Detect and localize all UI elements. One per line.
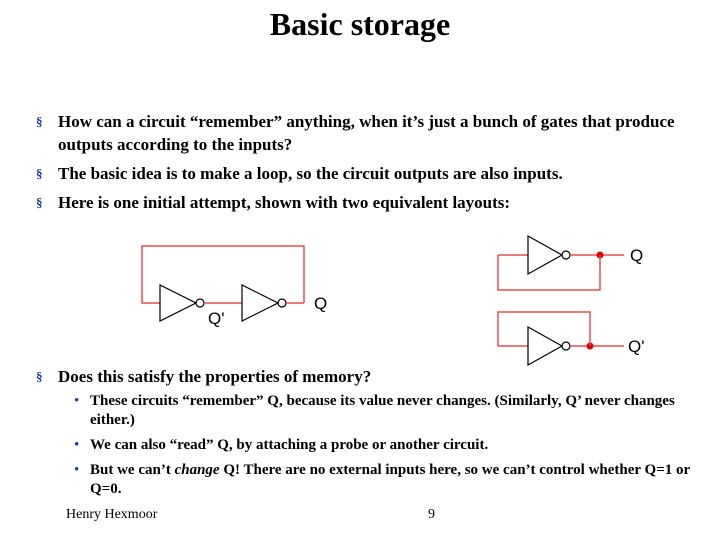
sub-bullet-list <box>74 392 699 505</box>
bullet-text: Does this satisfy the properties of memory? <box>58 367 372 386</box>
page-number: 9 <box>428 507 435 522</box>
label-qprime-right: Q' <box>628 337 645 356</box>
sub-bullet-text: These circuits “remember” Q, because its value never changes. (Similarly, Q’ never changes either.) <box>90 393 675 428</box>
label-qprime-left: Q' <box>208 309 225 328</box>
sub-bullet-text-pre: But we can’t <box>90 462 175 478</box>
sub-bullet-item <box>74 392 699 430</box>
inverter-2 <box>242 285 278 321</box>
inverter-1 <box>160 285 196 321</box>
sub-bullet-text-post: Q! There are no external inputs here, so we can’t control whether Q=1 or Q=0. <box>90 462 690 497</box>
bullet-item <box>36 365 696 388</box>
sub-bullet-text <box>90 462 690 497</box>
label-q-left: Q <box>314 294 328 313</box>
inverter-2-bubble <box>278 299 286 307</box>
slide-title: Basic storage <box>269 6 451 42</box>
bullet-text: Here is one initial attempt, shown with two equivalent layouts: <box>58 193 511 212</box>
sub-bullet-text: We can also “read” Q, by attaching a probe or another circuit. <box>90 437 489 453</box>
bullet-marker: § <box>36 166 43 181</box>
bullet-text: The basic idea is to make a loop, so the circuit outputs are also inputs. <box>58 164 563 183</box>
sub-bullet-marker: • <box>74 437 80 453</box>
sub-bullet-marker: • <box>74 393 80 409</box>
inverter-top-bubble <box>562 251 570 259</box>
bullet-marker: § <box>36 114 43 129</box>
question-bullet <box>36 365 696 394</box>
sub-bullet-item <box>74 461 699 499</box>
sub-bullet-item <box>74 436 699 455</box>
right-circuit <box>498 236 644 365</box>
bullet-marker: § <box>36 195 43 210</box>
inverter-bottom-bubble <box>562 342 570 350</box>
inverter-1-bubble <box>196 299 204 307</box>
bullet-text: How can a circuit “remember” anything, when it’s just a bunch of gates that produce outputs according to the inputs? <box>58 112 675 154</box>
inverter-top <box>528 236 562 274</box>
bullet-marker: § <box>36 369 43 384</box>
emphasis-change: change <box>174 462 220 478</box>
label-q-right: Q <box>630 246 644 265</box>
left-circuit <box>142 246 327 328</box>
footer-author: Henry Hexmoor <box>66 507 158 522</box>
inverter-bottom <box>528 327 562 365</box>
sub-bullet-marker: • <box>74 462 80 478</box>
